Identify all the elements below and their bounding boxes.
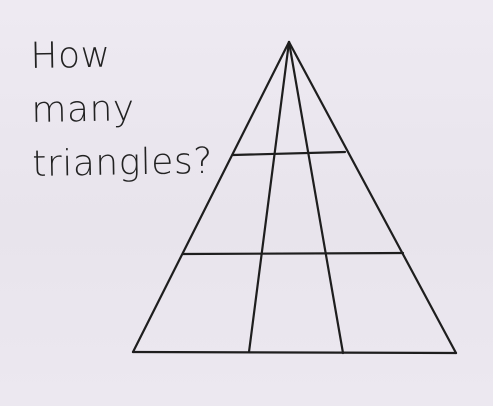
- base-line: [133, 352, 456, 353]
- question-line-how: How: [30, 34, 111, 77]
- lower-crossbar: [183, 253, 403, 254]
- inner-left-line: [249, 42, 289, 352]
- upper-crossbar: [233, 152, 345, 155]
- inner-right-line: [289, 42, 343, 353]
- question-line-triangles: triangles?: [31, 140, 214, 185]
- outer-right-edge: [289, 42, 456, 353]
- question-line-many: many: [31, 88, 135, 131]
- outer-left-edge: [133, 42, 289, 352]
